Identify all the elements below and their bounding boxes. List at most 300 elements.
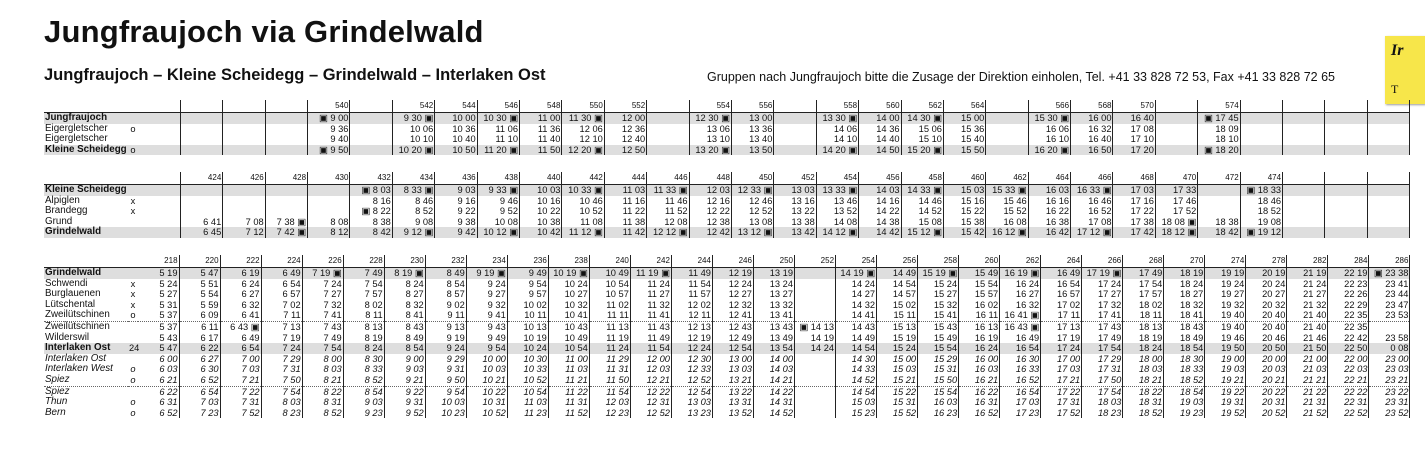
departure-time: 7 24 bbox=[261, 343, 302, 354]
departure-time: 12 00 bbox=[630, 354, 671, 365]
station-name: Grindelwald bbox=[44, 227, 128, 238]
station-name: Eigergletscher bbox=[45, 122, 108, 134]
departure-time: 15 03 bbox=[836, 397, 877, 408]
departure-time: 22 19 bbox=[1328, 268, 1369, 279]
departure-time: 18 10 bbox=[1198, 134, 1240, 145]
departure-time: 18 38 bbox=[1198, 217, 1240, 228]
departure-time: 14 38 bbox=[859, 217, 901, 228]
stop-mark: o bbox=[130, 397, 136, 408]
departure-time: 10 32 bbox=[548, 300, 589, 311]
departure-time: 17 54 bbox=[1082, 386, 1123, 397]
departure-time: 15 16 bbox=[943, 196, 985, 207]
departure-time: 17 42 bbox=[1113, 227, 1155, 238]
stop-mark bbox=[128, 134, 138, 145]
departure-time: 10 31 bbox=[466, 397, 507, 408]
departure-time: 23 53 bbox=[1369, 310, 1410, 321]
departure-time bbox=[223, 134, 265, 145]
departure-time: 18 54 bbox=[1164, 343, 1205, 354]
train-number: 242 bbox=[630, 255, 671, 268]
departure-time: 8 27 bbox=[384, 289, 425, 300]
departure-time: 14 12 ▣ bbox=[816, 227, 858, 238]
timetable-row bbox=[44, 343, 1410, 354]
departure-time: 15 11 bbox=[877, 310, 918, 321]
train-number: 454 bbox=[816, 172, 858, 185]
departure-time: 11 27 bbox=[630, 289, 671, 300]
departure-time: 5 24 bbox=[138, 279, 179, 290]
departure-time: 17 54 bbox=[1123, 279, 1164, 290]
departure-time: 16 52 bbox=[959, 408, 1000, 419]
departure-time bbox=[180, 206, 222, 217]
station-name: Wilderswil bbox=[45, 331, 90, 343]
train-number: 218 bbox=[138, 255, 179, 268]
departure-time: 19 08 bbox=[1240, 217, 1282, 228]
train-number bbox=[774, 100, 816, 113]
timetable-section bbox=[44, 255, 1410, 418]
departure-time bbox=[1283, 217, 1325, 228]
train-number: 266 bbox=[1082, 255, 1123, 268]
departure-time bbox=[774, 113, 816, 124]
departure-time: 17 00 bbox=[1041, 354, 1082, 365]
departure-time: 14 33 ▣ bbox=[901, 185, 943, 196]
train-number: 456 bbox=[859, 172, 901, 185]
departure-time bbox=[795, 364, 836, 375]
train-number bbox=[1325, 100, 1367, 113]
train-number: 544 bbox=[435, 100, 477, 113]
departure-time: 14 27 bbox=[836, 289, 877, 300]
departure-time bbox=[1240, 113, 1282, 124]
departure-time: 12 10 bbox=[562, 134, 604, 145]
stop-mark: o bbox=[130, 123, 136, 134]
departure-time: 11 24 bbox=[630, 279, 671, 290]
departure-time: 9 11 bbox=[425, 310, 466, 321]
departure-time: 9 13 bbox=[425, 321, 466, 332]
departure-time bbox=[1198, 196, 1240, 207]
train-number: 462 bbox=[986, 172, 1028, 185]
train-number: 434 bbox=[392, 172, 434, 185]
departure-time: 19 19 bbox=[1205, 268, 1246, 279]
stop-mark: x bbox=[130, 206, 136, 217]
departure-time: 18 19 bbox=[1164, 268, 1205, 279]
departure-time: 7 41 bbox=[302, 310, 343, 321]
departure-time: 19 03 bbox=[1164, 397, 1205, 408]
departure-time: 8 22 bbox=[302, 386, 343, 397]
departure-time: 18 21 bbox=[1123, 375, 1164, 386]
departure-time: 6 52 bbox=[179, 375, 220, 386]
departure-time: 17 03 bbox=[1113, 185, 1155, 196]
train-number: 542 bbox=[392, 100, 434, 113]
departure-time: 8 00 bbox=[302, 354, 343, 365]
departure-time: 15 03 bbox=[943, 185, 985, 196]
train-number: 260 bbox=[959, 255, 1000, 268]
departure-time: 13 00 bbox=[731, 113, 773, 124]
departure-time: 18 24 bbox=[1164, 279, 1205, 290]
departure-time: 5 43 bbox=[138, 333, 179, 344]
departure-time: 7 49 bbox=[343, 268, 384, 279]
departure-time: 19 27 bbox=[1205, 289, 1246, 300]
departure-time: 19 00 bbox=[1205, 354, 1246, 365]
departure-time: 16 32 bbox=[1000, 300, 1041, 311]
departure-time: 8 19 ▣ bbox=[384, 268, 425, 279]
departure-time: 14 52 bbox=[836, 375, 877, 386]
departure-time: 6 54 bbox=[220, 343, 261, 354]
train-number: 430 bbox=[308, 172, 350, 185]
train-number bbox=[138, 172, 180, 185]
departure-time: 12 43 bbox=[712, 321, 753, 332]
stop-mark bbox=[128, 268, 138, 279]
stop-mark bbox=[128, 185, 138, 196]
departure-time: 14 54 bbox=[836, 343, 877, 354]
departure-time: 7 32 bbox=[302, 300, 343, 311]
departure-time: 14 22 bbox=[753, 386, 794, 397]
departure-time: 7 54 bbox=[343, 279, 384, 290]
departure-time: 7 38 ▣ bbox=[265, 217, 307, 228]
departure-time: 7 19 ▣ bbox=[302, 268, 343, 279]
departure-time bbox=[1283, 227, 1325, 238]
stop-mark: x bbox=[130, 278, 136, 289]
departure-time bbox=[1367, 217, 1409, 228]
departure-time: 11 49 bbox=[671, 268, 712, 279]
stop-mark bbox=[128, 227, 138, 238]
departure-time: 14 00 bbox=[859, 113, 901, 124]
departure-time: ▣ 9 50 bbox=[308, 145, 350, 156]
train-number: 282 bbox=[1287, 255, 1328, 268]
departure-time: 10 03 bbox=[425, 397, 466, 408]
departure-time: 9 41 bbox=[466, 310, 507, 321]
departure-time: 10 24 bbox=[548, 279, 589, 290]
departure-time: 15 27 bbox=[918, 289, 959, 300]
station-name: Brandegg bbox=[45, 205, 88, 217]
departure-time bbox=[350, 124, 392, 135]
departure-time: 11 54 bbox=[630, 343, 671, 354]
stop-mark bbox=[128, 386, 138, 397]
departure-time: 12 03 bbox=[689, 185, 731, 196]
departure-time: 17 52 bbox=[1041, 408, 1082, 419]
departure-time: 6 54 bbox=[261, 279, 302, 290]
departure-time: 8 02 bbox=[343, 300, 384, 311]
departure-time: 10 30 ▣ bbox=[477, 113, 519, 124]
station-name: Interlaken West bbox=[45, 363, 113, 375]
departure-time: 8 52 bbox=[302, 408, 343, 419]
departure-time: 17 23 bbox=[1000, 408, 1041, 419]
departure-time: 17 49 bbox=[1123, 268, 1164, 279]
departure-time: 14 24 bbox=[836, 279, 877, 290]
departure-time: 10 52 bbox=[562, 206, 604, 217]
departure-time: 12 32 bbox=[712, 300, 753, 311]
departure-time: 6 54 bbox=[179, 386, 220, 397]
departure-time: 7 57 bbox=[343, 289, 384, 300]
departure-time: 17 03 bbox=[1041, 364, 1082, 375]
departure-time: 10 13 bbox=[507, 321, 548, 332]
departure-time: 10 00 bbox=[435, 113, 477, 124]
train-number: 426 bbox=[223, 172, 265, 185]
departure-time: 16 21 bbox=[959, 375, 1000, 386]
departure-time: 16 33 ▣ bbox=[1071, 185, 1113, 196]
departure-time: 8 16 bbox=[350, 196, 392, 207]
departure-time: 15 50 bbox=[918, 375, 959, 386]
departure-time bbox=[795, 289, 836, 300]
departure-time: 16 49 bbox=[1041, 268, 1082, 279]
departure-time: 5 51 bbox=[179, 279, 220, 290]
departure-time: 22 22 bbox=[1328, 386, 1369, 397]
departure-time: 12 12 ▣ bbox=[647, 227, 689, 238]
timetable-row bbox=[44, 217, 1410, 228]
departure-time: 16 03 bbox=[959, 364, 1000, 375]
departure-time bbox=[1283, 134, 1325, 145]
departure-time: 14 21 bbox=[753, 375, 794, 386]
departure-time bbox=[986, 124, 1028, 135]
departure-time bbox=[647, 145, 689, 156]
stop-mark bbox=[128, 333, 138, 344]
departure-time bbox=[138, 185, 180, 196]
departure-time: 20 31 bbox=[1246, 397, 1287, 408]
station-name: Zweilütschinen bbox=[45, 320, 110, 332]
departure-time: 23 00 bbox=[1369, 354, 1410, 365]
departure-time: 13 21 bbox=[712, 375, 753, 386]
train-number: 548 bbox=[520, 100, 562, 113]
departure-time: 18 52 bbox=[1123, 408, 1164, 419]
departure-time: 14 49 bbox=[836, 333, 877, 344]
departure-time: 14 10 bbox=[816, 134, 858, 145]
departure-time: 7 02 bbox=[261, 300, 302, 311]
departure-time bbox=[1198, 185, 1240, 196]
departure-time: 16 52 bbox=[1071, 206, 1113, 217]
departure-time: 14 42 bbox=[859, 227, 901, 238]
departure-time: 15 02 bbox=[877, 300, 918, 311]
departure-time: 8 23 bbox=[261, 408, 302, 419]
departure-time: 11 40 bbox=[520, 134, 562, 145]
train-number: 236 bbox=[507, 255, 548, 268]
departure-time: 12 41 bbox=[712, 310, 753, 321]
departure-time: 14 06 bbox=[816, 124, 858, 135]
train-number: 554 bbox=[689, 100, 731, 113]
timetable-row bbox=[44, 134, 1410, 145]
departure-time: 16 20 ▣ bbox=[1028, 145, 1070, 156]
departure-time: 5 47 bbox=[179, 268, 220, 279]
departure-time: 10 50 bbox=[435, 145, 477, 156]
departure-time: 5 31 bbox=[138, 300, 179, 311]
stop-mark: x bbox=[130, 195, 136, 206]
departure-time: 7 11 bbox=[261, 310, 302, 321]
departure-time: 12 23 bbox=[589, 408, 630, 419]
departure-time bbox=[1367, 124, 1409, 135]
stop-mark: 24 bbox=[129, 343, 140, 354]
departure-time: 15 52 bbox=[877, 408, 918, 419]
departure-time: 9 31 bbox=[384, 397, 425, 408]
departure-time: 13 46 bbox=[816, 196, 858, 207]
timetable-row bbox=[44, 300, 1410, 311]
page-title: Jungfraujoch via Grindelwald bbox=[44, 14, 484, 49]
departure-time: 12 22 bbox=[689, 206, 731, 217]
departure-time bbox=[1240, 134, 1282, 145]
train-number bbox=[647, 100, 689, 113]
departure-time: 11 29 bbox=[589, 354, 630, 365]
departure-time: 20 52 bbox=[1246, 408, 1287, 419]
departure-time bbox=[1325, 124, 1367, 135]
departure-time: 11 21 bbox=[548, 375, 589, 386]
train-number: 246 bbox=[712, 255, 753, 268]
departure-time: 16 41 ▣ bbox=[1000, 310, 1041, 321]
train-number: 560 bbox=[859, 100, 901, 113]
departure-time: 22 00 bbox=[1328, 354, 1369, 365]
departure-time: 13 22 bbox=[712, 386, 753, 397]
departure-time: 14 49 bbox=[877, 268, 918, 279]
train-number: 284 bbox=[1328, 255, 1369, 268]
departure-time: 12 19 bbox=[671, 333, 712, 344]
departure-time: 10 16 bbox=[520, 196, 562, 207]
departure-time: 10 10 bbox=[392, 134, 434, 145]
departure-time: 15 57 bbox=[959, 289, 1000, 300]
departure-time: 12 30 ▣ bbox=[689, 113, 731, 124]
departure-time: 6 32 bbox=[220, 300, 261, 311]
departure-time: 10 33 ▣ bbox=[562, 185, 604, 196]
departure-time: 16 30 bbox=[1000, 354, 1041, 365]
departure-time bbox=[1283, 206, 1325, 217]
departure-time: 16 52 bbox=[1000, 375, 1041, 386]
timetable-row bbox=[44, 145, 1410, 156]
departure-time: 10 54 bbox=[548, 343, 589, 354]
departure-time: 11 30 ▣ bbox=[562, 113, 604, 124]
departure-time bbox=[795, 397, 836, 408]
departure-time: 18 54 bbox=[1164, 386, 1205, 397]
departure-time: ▣ 18 33 bbox=[1240, 185, 1282, 196]
departure-time: 10 03 bbox=[466, 364, 507, 375]
departure-time: 7 23 bbox=[179, 408, 220, 419]
departure-time bbox=[1283, 124, 1325, 135]
departure-time: 17 31 bbox=[1082, 364, 1123, 375]
departure-time bbox=[180, 113, 222, 124]
departure-time bbox=[1367, 113, 1409, 124]
departure-time: ▣ 14 13 bbox=[795, 321, 836, 332]
departure-time: 18 31 bbox=[1123, 397, 1164, 408]
departure-time: 16 06 bbox=[1028, 124, 1070, 135]
departure-time: 23 31 bbox=[1369, 397, 1410, 408]
departure-time: 18 33 bbox=[1164, 364, 1205, 375]
departure-time: 22 03 bbox=[1328, 364, 1369, 375]
departure-time: 7 12 bbox=[223, 227, 265, 238]
departure-time: 20 22 bbox=[1246, 386, 1287, 397]
departure-time: 22 26 bbox=[1328, 289, 1369, 300]
train-number: 240 bbox=[589, 255, 630, 268]
train-number: 450 bbox=[731, 172, 773, 185]
departure-time: 23 52 bbox=[1369, 408, 1410, 419]
departure-time: 10 12 ▣ bbox=[477, 227, 519, 238]
departure-time: 11 46 bbox=[647, 196, 689, 207]
departure-time: 15 19 bbox=[877, 333, 918, 344]
departure-time: 15 24 bbox=[877, 343, 918, 354]
timetable-row bbox=[44, 354, 1410, 365]
departure-time: 8 33 bbox=[343, 364, 384, 375]
departure-time: 21 52 bbox=[1287, 408, 1328, 419]
departure-time: 11 52 bbox=[647, 206, 689, 217]
departure-time: 13 30 ▣ bbox=[816, 113, 858, 124]
departure-time bbox=[1325, 113, 1367, 124]
departure-time: 10 54 bbox=[507, 386, 548, 397]
departure-time bbox=[265, 196, 307, 207]
departure-time: 21 31 bbox=[1287, 397, 1328, 408]
departure-time: 15 31 bbox=[918, 364, 959, 375]
departure-time: 14 36 bbox=[859, 124, 901, 135]
departure-time: 6 30 bbox=[179, 364, 220, 375]
departure-time: 15 03 bbox=[877, 364, 918, 375]
departure-time: 6 27 bbox=[179, 354, 220, 365]
departure-time: 20 32 bbox=[1246, 300, 1287, 311]
departure-time bbox=[265, 145, 307, 156]
departure-time: 13 03 bbox=[671, 397, 712, 408]
train-number: 234 bbox=[466, 255, 507, 268]
departure-time: 11 00 bbox=[520, 113, 562, 124]
departure-time: 15 22 bbox=[877, 386, 918, 397]
departure-time: 17 08 bbox=[1113, 124, 1155, 135]
departure-time: 17 38 bbox=[1113, 217, 1155, 228]
timetable-row bbox=[44, 185, 1410, 196]
departure-time: 16 13 bbox=[959, 321, 1000, 332]
train-number: 268 bbox=[1123, 255, 1164, 268]
departure-time: 6 11 bbox=[179, 321, 220, 332]
departure-time: 6 03 bbox=[138, 364, 179, 375]
departure-time: 17 08 bbox=[1071, 217, 1113, 228]
departure-time: 12 08 bbox=[647, 217, 689, 228]
departure-time: 14 41 bbox=[836, 310, 877, 321]
departure-time: 10 06 bbox=[392, 124, 434, 135]
timetable-row bbox=[44, 124, 1410, 135]
departure-time bbox=[223, 196, 265, 207]
departure-time bbox=[1325, 185, 1367, 196]
departure-time: 16 54 bbox=[1000, 343, 1041, 354]
departure-time: 15 30 ▣ bbox=[1028, 113, 1070, 124]
departure-time: 12 42 bbox=[689, 227, 731, 238]
departure-time: 10 33 bbox=[507, 364, 548, 375]
departure-time bbox=[138, 145, 180, 156]
train-number: 564 bbox=[943, 100, 985, 113]
departure-time: 14 32 bbox=[836, 300, 877, 311]
departure-time: 14 57 bbox=[877, 289, 918, 300]
departure-time: 10 19 bbox=[507, 333, 548, 344]
departure-time: 16 11 bbox=[959, 310, 1000, 321]
station-name: Lütschental bbox=[45, 298, 96, 310]
departure-time: 12 02 bbox=[671, 300, 712, 311]
departure-time: 16 57 bbox=[1041, 289, 1082, 300]
departure-time: 15 40 bbox=[943, 134, 985, 145]
departure-time: 15 20 ▣ bbox=[901, 145, 943, 156]
departure-time: 12 33 bbox=[671, 364, 712, 375]
departure-time: 8 42 bbox=[350, 227, 392, 238]
departure-time: 12 24 bbox=[671, 343, 712, 354]
departure-time bbox=[795, 408, 836, 419]
departure-time: 16 08 bbox=[986, 217, 1028, 228]
departure-time: 14 40 bbox=[859, 134, 901, 145]
timetable-row bbox=[44, 386, 1410, 397]
departure-time: 10 57 bbox=[589, 289, 630, 300]
departure-time bbox=[647, 124, 689, 135]
train-number: 220 bbox=[179, 255, 220, 268]
departure-time: 17 22 bbox=[1041, 386, 1082, 397]
departure-time: 11 43 bbox=[630, 321, 671, 332]
timetable-row bbox=[44, 268, 1410, 279]
departure-time bbox=[1283, 185, 1325, 196]
departure-time bbox=[1325, 227, 1367, 238]
departure-time: 17 29 bbox=[1082, 354, 1123, 365]
departure-time: 12 30 bbox=[671, 354, 712, 365]
departure-time: 13 00 bbox=[712, 354, 753, 365]
train-number: 270 bbox=[1164, 255, 1205, 268]
departure-time: 10 49 bbox=[589, 268, 630, 279]
departure-time: 7 19 bbox=[261, 333, 302, 344]
train-number: 438 bbox=[477, 172, 519, 185]
departure-time: 9 00 bbox=[384, 354, 425, 365]
departure-time: 15 49 bbox=[918, 333, 959, 344]
departure-time: 7 03 bbox=[179, 397, 220, 408]
departure-time bbox=[774, 145, 816, 156]
